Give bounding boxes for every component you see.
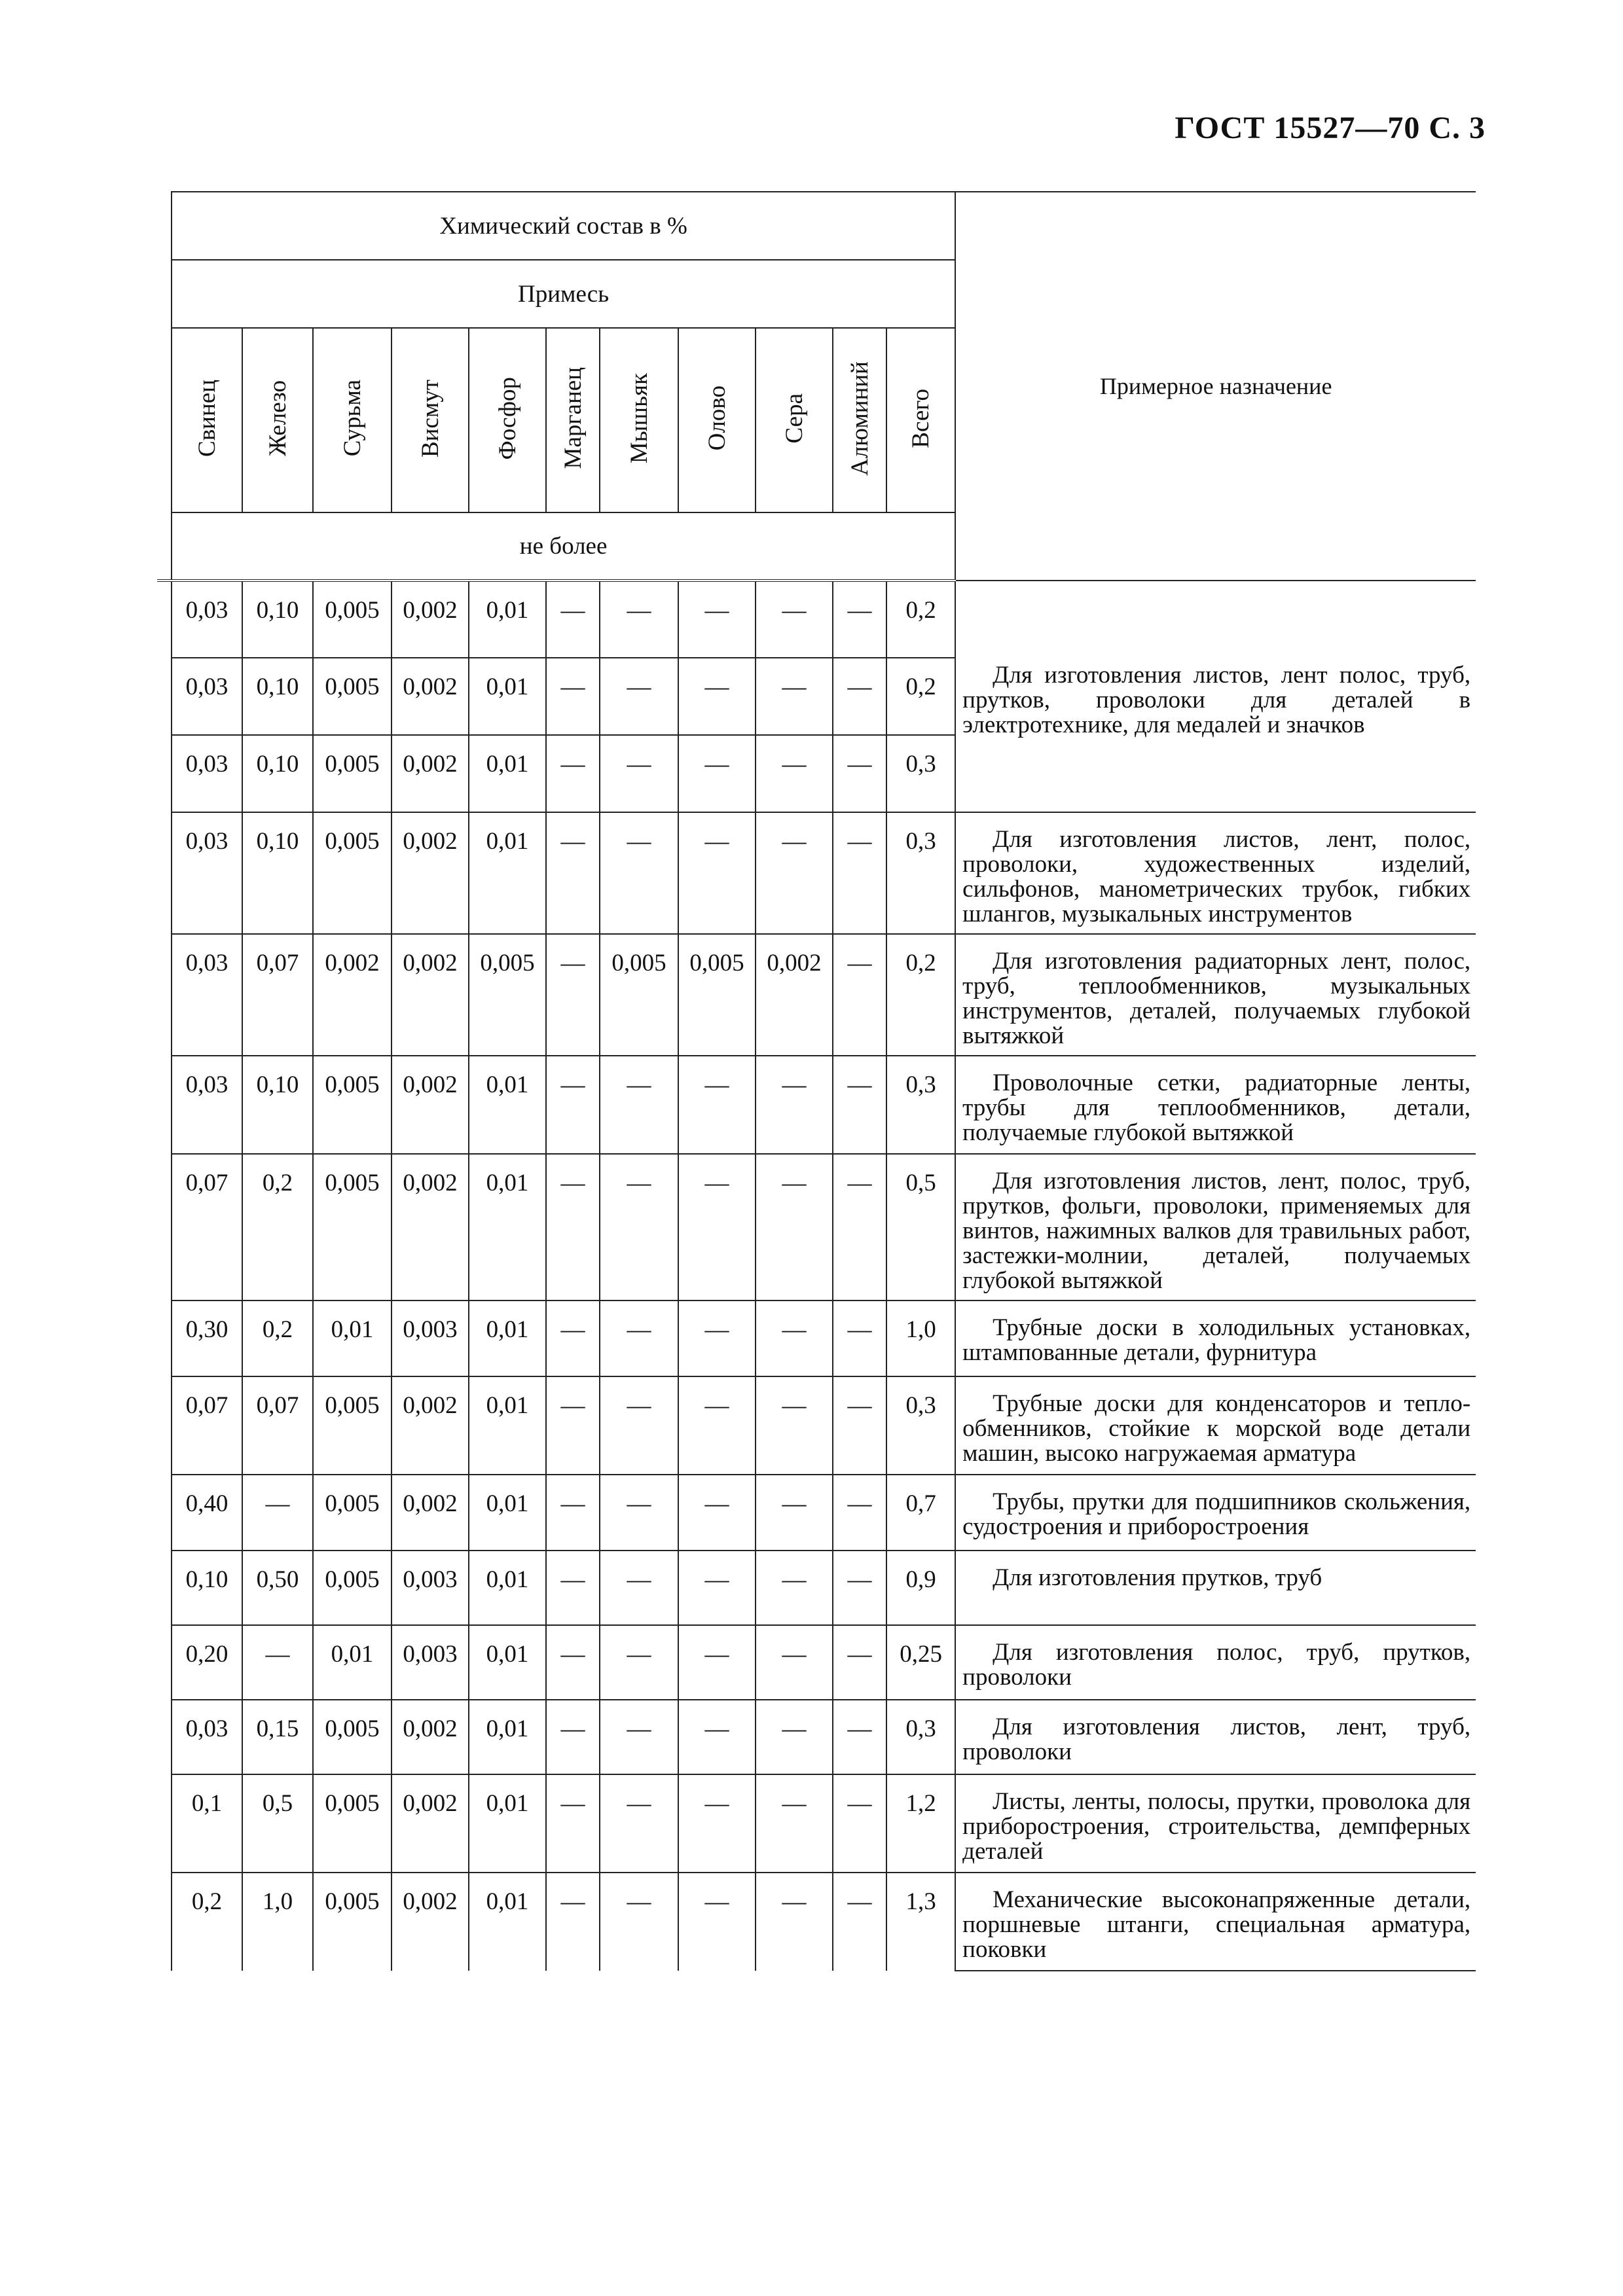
cell-tin: 0,005 (678, 934, 756, 1056)
cell-lead: 0,2 (172, 1873, 242, 1971)
cell-sulfur: — (756, 1056, 833, 1154)
cell-sulfur: — (756, 1475, 833, 1551)
cell-bismuth: 0,003 (392, 1300, 469, 1376)
table-row (157, 1154, 1476, 1300)
cell-manganese: — (546, 1551, 600, 1625)
cell-tin: — (678, 1475, 756, 1551)
cell-total: 0,3 (886, 812, 955, 934)
col-header-manganese: Марганец (546, 328, 600, 512)
cell-arsenic: — (600, 1700, 678, 1774)
cell-total: 0,3 (886, 1700, 955, 1774)
cell-bismuth: 0,002 (392, 934, 469, 1056)
cell-manganese: — (546, 1625, 600, 1700)
cell-sulfur: — (756, 735, 833, 812)
purpose-cell (955, 1551, 1476, 1625)
cell-arsenic: — (600, 1376, 678, 1475)
col-header-aluminium: Алюминий (833, 328, 886, 512)
purpose-text: Для изготовления прутков, труб (993, 1564, 1322, 1591)
cell-phosphorus: 0,01 (469, 1056, 546, 1154)
cell-phosphorus: 0,01 (469, 812, 546, 934)
cell-tin: — (678, 735, 756, 812)
cell-manganese: — (546, 1475, 600, 1551)
cell-arsenic: — (600, 1475, 678, 1551)
cell-bismuth: 0,003 (392, 1625, 469, 1700)
purpose-cell (955, 1774, 1476, 1873)
cell-iron: 0,2 (242, 1300, 313, 1376)
purpose-cell (955, 1625, 1476, 1700)
cell-lead: 0,03 (172, 1700, 242, 1774)
cell-sulfur: — (756, 1700, 833, 1774)
left-margin-cell (157, 192, 172, 581)
cell-iron: — (242, 1625, 313, 1700)
cell-manganese: — (546, 812, 600, 934)
cell-manganese: — (546, 735, 600, 812)
cell-aluminium: — (833, 735, 886, 812)
cell-antimony: 0,002 (313, 934, 392, 1056)
cell-tin: — (678, 1056, 756, 1154)
cell-bismuth: 0,002 (392, 812, 469, 934)
table-body (157, 581, 1476, 1971)
cell-lead: 0,10 (172, 1551, 242, 1625)
cell-aluminium: — (833, 1873, 886, 1971)
purpose-cell (955, 934, 1476, 1056)
purpose-cell (955, 812, 1476, 934)
cell-arsenic: — (600, 1300, 678, 1376)
cell-phosphorus: 0,01 (469, 1774, 546, 1873)
cell-arsenic: — (600, 658, 678, 735)
cell-aluminium: — (833, 1056, 886, 1154)
cell-phosphorus: 0,01 (469, 1625, 546, 1700)
cell-bismuth: 0,003 (392, 1551, 469, 1625)
table-head (157, 192, 1476, 581)
purpose-header: Примерное назначение (955, 192, 1476, 581)
cell-iron: 0,50 (242, 1551, 313, 1625)
cell-tin: — (678, 1774, 756, 1873)
purpose-text: Для изготовления радиаторных лент, полос, труб, теплообменников, музыкальных инструментов, деталей, получаемых глубокой вытяжкой (962, 948, 1471, 1049)
cell-arsenic: — (600, 1625, 678, 1700)
cell-total: 1,2 (886, 1774, 955, 1873)
purpose-text: Для изготовления листов, лент, полос, проволоки, художественных изделий, сильфонов, манометрических трубок, гибких шлангов, музыкальных инструментов (962, 826, 1471, 927)
table-row (157, 581, 1476, 658)
col-header-tin: Олово (678, 328, 756, 512)
cell-aluminium: — (833, 1774, 886, 1873)
table-row (157, 1056, 1476, 1154)
cell-lead: 0,03 (172, 658, 242, 735)
cell-manganese: — (546, 1873, 600, 1971)
cell-lead: 0,03 (172, 581, 242, 658)
cell-total: 0,25 (886, 1625, 955, 1700)
purpose-text: Трубы, прутки для подшипников скольжения, судостроения и приборостроения (962, 1488, 1471, 1540)
cell-total: 1,3 (886, 1873, 955, 1971)
cell-antimony: 0,005 (313, 1376, 392, 1475)
purpose-cell (955, 1376, 1476, 1475)
cell-iron: — (242, 1475, 313, 1551)
purpose-text: Проволочные сетки, радиаторные ленты, трубы для теплообменников, детали, получаемые глубокой вытяжкой (962, 1069, 1471, 1146)
cell-tin: — (678, 1700, 756, 1774)
col-header-sulfur: Сера (756, 328, 833, 512)
purpose-text: Для изготовления листов, лент, труб, проволоки (962, 1713, 1471, 1765)
cell-lead: 0,03 (172, 1056, 242, 1154)
table-row (157, 1700, 1476, 1774)
purpose-text: Для изготовления листов, лент полос, труб, прутков, проволоки для деталей в электротехнике, для медалей и значков (962, 662, 1471, 738)
cell-total: 0,2 (886, 581, 955, 658)
cell-phosphorus: 0,01 (469, 735, 546, 812)
cell-sulfur: — (756, 581, 833, 658)
cell-antimony: 0,005 (313, 1154, 392, 1300)
col-header-iron: Железо (242, 328, 313, 512)
cell-iron: 0,10 (242, 735, 313, 812)
cell-sulfur: — (756, 1300, 833, 1376)
cell-total: 0,9 (886, 1551, 955, 1625)
cell-arsenic: — (600, 1774, 678, 1873)
cell-bismuth: 0,002 (392, 1873, 469, 1971)
cell-sulfur: — (756, 1376, 833, 1475)
cell-tin: — (678, 1154, 756, 1300)
cell-arsenic: 0,005 (600, 934, 678, 1056)
table-row (157, 812, 1476, 934)
cell-bismuth: 0,002 (392, 658, 469, 735)
cell-sulfur: — (756, 1154, 833, 1300)
cell-bismuth: 0,002 (392, 1774, 469, 1873)
table-row (157, 1300, 1476, 1376)
cell-tin: — (678, 1873, 756, 1971)
col-header-phosphorus: Фосфор (469, 328, 546, 512)
left-margin-cell (157, 581, 172, 1971)
cell-lead: 0,1 (172, 1774, 242, 1873)
purpose-cell (955, 1873, 1476, 1971)
cell-phosphorus: 0,01 (469, 1700, 546, 1774)
cell-phosphorus: 0,01 (469, 1376, 546, 1475)
cell-phosphorus: 0,01 (469, 1551, 546, 1625)
cell-iron: 1,0 (242, 1873, 313, 1971)
cell-phosphorus: 0,01 (469, 658, 546, 735)
cell-antimony: 0,005 (313, 1056, 392, 1154)
cell-manganese: — (546, 581, 600, 658)
cell-phosphorus: 0,005 (469, 934, 546, 1056)
cell-sulfur: — (756, 1625, 833, 1700)
chemical-composition-header: Химический состав в % (172, 192, 955, 260)
cell-antimony: 0,005 (313, 581, 392, 658)
cell-antimony: 0,005 (313, 1551, 392, 1625)
cell-total: 0,5 (886, 1154, 955, 1300)
cell-aluminium: — (833, 1551, 886, 1625)
purpose-text: Механические высоконапряженные детали, поршневые штанги, специальная арматура, поковки (962, 1886, 1471, 1963)
cell-bismuth: 0,002 (392, 735, 469, 812)
cell-total: 0,2 (886, 934, 955, 1056)
cell-tin: — (678, 1551, 756, 1625)
cell-arsenic: — (600, 1056, 678, 1154)
cell-tin: — (678, 1625, 756, 1700)
col-header-antimony: Сурьма (313, 328, 392, 512)
purpose-text: Листы, ленты, полосы, прутки, проволока для приборостроения, строительства, демпферных деталей (962, 1788, 1471, 1865)
cell-manganese: — (546, 1700, 600, 1774)
cell-bismuth: 0,002 (392, 1475, 469, 1551)
col-header-bismuth: Висмут (392, 328, 469, 512)
cell-bismuth: 0,002 (392, 581, 469, 658)
purpose-cell (955, 1700, 1476, 1774)
cell-total: 0,7 (886, 1475, 955, 1551)
cell-bismuth: 0,002 (392, 1154, 469, 1300)
cell-lead: 0,20 (172, 1625, 242, 1700)
cell-phosphorus: 0,01 (469, 1475, 546, 1551)
cell-tin: — (678, 1300, 756, 1376)
cell-antimony: 0,005 (313, 1873, 392, 1971)
purpose-text: Для изготовления листов, лент, полос, труб, прутков, фольги, проволоки, применяемых для винтов, нажимных валков для травильных работ, застежки-молнии, деталей, получаемых глубокой вытяжкой (962, 1168, 1471, 1294)
cell-tin: — (678, 812, 756, 934)
cell-total: 1,0 (886, 1300, 955, 1376)
cell-aluminium: — (833, 1475, 886, 1551)
cell-manganese: — (546, 1300, 600, 1376)
cell-lead: 0,03 (172, 735, 242, 812)
cell-arsenic: — (600, 581, 678, 658)
limit-label: не более (172, 512, 955, 581)
table-row (157, 1873, 1476, 1971)
composition-table-wrap (157, 191, 1476, 1971)
cell-phosphorus: 0,01 (469, 1873, 546, 1971)
table-row (157, 934, 1476, 1056)
cell-manganese: — (546, 1056, 600, 1154)
cell-antimony: 0,005 (313, 735, 392, 812)
cell-phosphorus: 0,01 (469, 581, 546, 658)
cell-sulfur: — (756, 812, 833, 934)
cell-total: 0,3 (886, 1056, 955, 1154)
cell-aluminium: — (833, 1625, 886, 1700)
cell-iron: 0,10 (242, 1056, 313, 1154)
cell-aluminium: — (833, 1300, 886, 1376)
purpose-cell (955, 581, 1476, 812)
cell-antimony: 0,005 (313, 812, 392, 934)
cell-iron: 0,10 (242, 812, 313, 934)
col-header-total: Всего (886, 328, 955, 512)
cell-antimony: 0,005 (313, 1774, 392, 1873)
page-header: ГОСТ 15527—70 С. 3 (1175, 111, 1486, 145)
cell-antimony: 0,005 (313, 1700, 392, 1774)
cell-antimony: 0,005 (313, 1475, 392, 1551)
cell-arsenic: — (600, 735, 678, 812)
cell-sulfur: — (756, 658, 833, 735)
cell-antimony: 0,005 (313, 658, 392, 735)
cell-lead: 0,40 (172, 1475, 242, 1551)
cell-aluminium: — (833, 1154, 886, 1300)
cell-manganese: — (546, 1376, 600, 1475)
purpose-cell (955, 1154, 1476, 1300)
cell-antimony: 0,01 (313, 1625, 392, 1700)
cell-tin: — (678, 658, 756, 735)
table-row (157, 1774, 1476, 1873)
cell-tin: — (678, 581, 756, 658)
composition-table (157, 191, 1476, 1971)
cell-bismuth: 0,002 (392, 1376, 469, 1475)
cell-arsenic: — (600, 1551, 678, 1625)
cell-iron: 0,15 (242, 1700, 313, 1774)
cell-phosphorus: 0,01 (469, 1300, 546, 1376)
cell-aluminium: — (833, 1700, 886, 1774)
cell-arsenic: — (600, 1873, 678, 1971)
cell-manganese: — (546, 1154, 600, 1300)
cell-iron: 0,07 (242, 934, 313, 1056)
cell-iron: 0,07 (242, 1376, 313, 1475)
cell-aluminium: — (833, 658, 886, 735)
cell-manganese: — (546, 658, 600, 735)
impurity-header: Примесь (172, 260, 955, 328)
purpose-text: Трубные доски в холодильных установках, штампованные детали, фурнитура (962, 1314, 1471, 1366)
table-row (157, 1625, 1476, 1700)
col-header-arsenic: Мышьяк (600, 328, 678, 512)
table-row (157, 1475, 1476, 1551)
cell-iron: 0,10 (242, 658, 313, 735)
purpose-text: Трубные доски для конденсаторов и теплообменников, стойкие к морской воде детали машин, высоко нагружаемая арматура (962, 1390, 1471, 1467)
cell-lead: 0,30 (172, 1300, 242, 1376)
purpose-cell (955, 1475, 1476, 1551)
cell-iron: 0,2 (242, 1154, 313, 1300)
cell-manganese: — (546, 934, 600, 1056)
cell-aluminium: — (833, 1376, 886, 1475)
cell-total: 0,3 (886, 1376, 955, 1475)
purpose-text: Для изготовления полос, труб, прутков, проволоки (962, 1639, 1471, 1691)
table-row (157, 1551, 1476, 1625)
cell-arsenic: — (600, 812, 678, 934)
purpose-cell (955, 1300, 1476, 1376)
cell-sulfur: — (756, 1551, 833, 1625)
cell-aluminium: — (833, 934, 886, 1056)
cell-aluminium: — (833, 812, 886, 934)
col-header-lead: Свинец (172, 328, 242, 512)
cell-iron: 0,5 (242, 1774, 313, 1873)
table-row (157, 1376, 1476, 1475)
cell-sulfur: 0,002 (756, 934, 833, 1056)
cell-lead: 0,07 (172, 1154, 242, 1300)
cell-phosphorus: 0,01 (469, 1154, 546, 1300)
cell-total: 0,3 (886, 735, 955, 812)
cell-iron: 0,10 (242, 581, 313, 658)
cell-bismuth: 0,002 (392, 1056, 469, 1154)
cell-manganese: — (546, 1774, 600, 1873)
cell-total: 0,2 (886, 658, 955, 735)
cell-bismuth: 0,002 (392, 1700, 469, 1774)
cell-lead: 0,03 (172, 812, 242, 934)
cell-lead: 0,07 (172, 1376, 242, 1475)
cell-sulfur: — (756, 1774, 833, 1873)
cell-sulfur: — (756, 1873, 833, 1971)
cell-antimony: 0,01 (313, 1300, 392, 1376)
cell-aluminium: — (833, 581, 886, 658)
purpose-cell (955, 1056, 1476, 1154)
cell-lead: 0,03 (172, 934, 242, 1056)
cell-arsenic: — (600, 1154, 678, 1300)
cell-tin: — (678, 1376, 756, 1475)
